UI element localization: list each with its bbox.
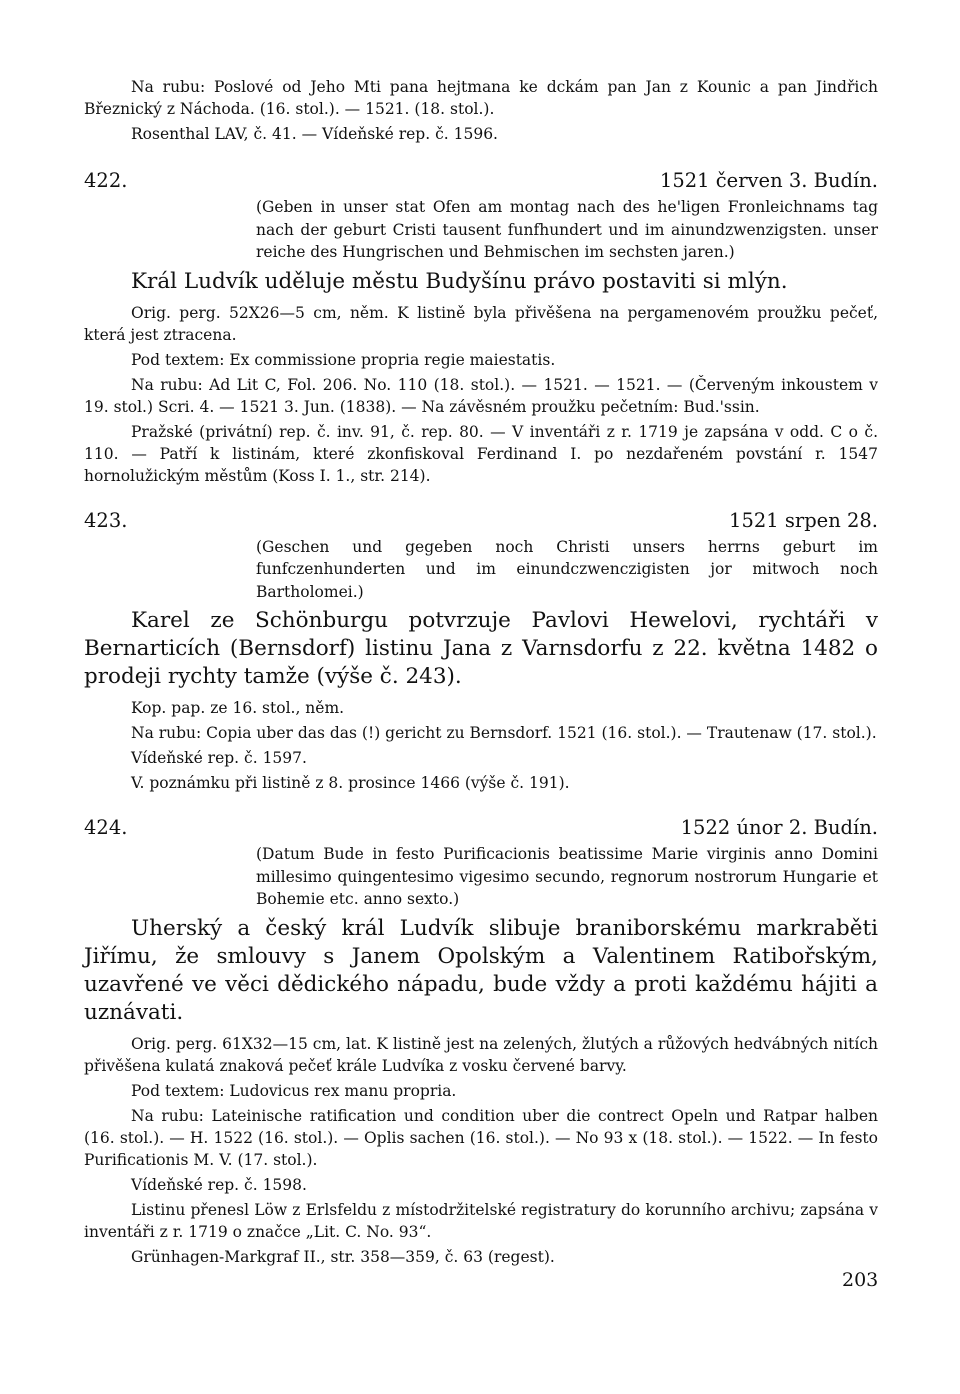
dating-clause: (Datum Bude in festo Purificacionis beatissime Marie virginis anno Domini millesimo quingentesimo vigesimo secundo, regnorum nostrorum Hungarie et Bohemie etc. anno sexto.) xyxy=(256,845,878,908)
note: Vídeňské rep. č. 1597. xyxy=(131,749,307,767)
entry-number: 424. xyxy=(84,816,128,839)
note: Kop. pap. ze 16. stol., něm. xyxy=(131,699,345,717)
note: Na rubu: Ad Lit C, Fol. 206. No. 110 (18. stol.). — 1521. — 1521. — (Červeným inkoustem v 19. stol.) Scri. 4. — 1521 3. Jun. (1838). — Na závěsném proužku pečetním: Bud.'ssin. xyxy=(84,375,878,416)
dating-clause: (Geschen und gegeben noch Christi unsers herrns geburt im funfczenhunderten und im einundczwenczigisten jor mitwoch noch Bartholomei.) xyxy=(256,537,878,601)
entry-date: 1521 červen 3. Budín. xyxy=(659,169,878,192)
entry-date: 1522 únor 2. Budín. xyxy=(680,816,878,839)
entry-header xyxy=(84,815,878,841)
document-page xyxy=(84,76,878,1271)
note: Vídeňské rep. č. 1598. xyxy=(131,1175,307,1194)
note: V. poznámku při listině z 8. prosince 1466 (výše č. 191). xyxy=(131,774,570,792)
note: Pod textem: Ludovicus rex manu propria. xyxy=(131,1081,457,1100)
dating-clause: (Geben in unser stat Ofen am montag nach des he'ligen Fronleichnams tag nach der geburt Cristi tausent funfhundert und im ainundzwenzigsten. unser reiche des Hungrischen und Behmischen im sechsten jaren.) xyxy=(256,198,878,261)
note: Listinu přenesl Löw z Erlsfeldu z místodržitelské registratury do korunního archivu; zapsána v inventáři z r. 1719 o značce „Lit. C. No. 93“. xyxy=(84,1200,878,1241)
entry-number: 423. xyxy=(84,508,128,532)
entry xyxy=(84,815,878,1268)
entry-header xyxy=(84,508,878,534)
note: Grünhagen-Markgraf II., str. 358—359, č. 63 (regest). xyxy=(131,1247,555,1266)
note: Orig. perg. 61X32—15 cm, lat. K listině jest na zelených, žlutých a růžových hedvábných nitích přivěšena kulatá znaková pečeť krále Ludvíka z vosku červené barvy. xyxy=(84,1034,878,1075)
page-number: 203 xyxy=(842,1269,879,1291)
note: Orig. perg. 52X26—5 cm, něm. K listině byla přivěšena na pergamenovém proužku pečeť, která jest ztracena. xyxy=(84,303,878,344)
note: Na rubu: Copia uber das das (!) gericht zu Bernsdorf. 1521 (16. stol.). — Trautenaw (17. stol.). xyxy=(131,724,877,742)
regest: Karel ze Schönburgu potvrzuje Pavlovi Hewelovi, rychtáři v Bernarticích (Bernsdorf) listinu Jana z Varnsdorfu z 22. května 1482 o prodeji rychty tamže (výše č. 243). xyxy=(84,608,878,689)
entry-header xyxy=(84,168,878,194)
entry-number: 422. xyxy=(84,169,128,192)
preamble-note: Na rubu: Poslové od Jeho Mti pana hejtmana ke dckám pan Jan z Kounic a pan Jindřich Březnický z Náchoda. (16. stol.). — 1521. (18. stol.). xyxy=(84,78,878,118)
regest: Uherský a český král Ludvík slibuje braniborskému markraběti Jiřímu, že smlouvy s Janem Opolským a Valentinem Ratibořským, uzavřené ve věci dědického nápadu, bude vždy a proti každému hájiti a uznávati. xyxy=(84,915,878,1025)
preamble-note: Rosenthal LAV, č. 41. — Vídeňské rep. č. 1596. xyxy=(131,125,498,143)
entry xyxy=(84,168,878,487)
note: Pražské (privátní) rep. č. inv. 91, č. rep. 80. — V inventáři z r. 1719 je zapsána v odd. C o č. 110. — Patří k listinám, které zkonfiskoval Ferdinand I. po nezdařeném povstání r. 1547 hornolužickým městům (Koss I. 1., str. 214). xyxy=(84,422,878,485)
regest: Král Ludvík uděluje městu Budyšínu právo postaviti si mlýn. xyxy=(131,268,788,294)
note: Na rubu: Lateinische ratification und condition uber die contrect Opeln und Ratpar halben (16. stol.). — H. 1522 (16. stol.). — Oplis sachen (16. stol.). — No 93 x (18. stol.). — 1522. — In festo Purificationis M. V. (17. stol.). xyxy=(84,1106,878,1169)
note: Pod textem: Ex commissione propria regie maiestatis. xyxy=(131,350,556,369)
entry-date: 1521 srpen 28. xyxy=(729,508,878,532)
entry xyxy=(84,508,878,795)
